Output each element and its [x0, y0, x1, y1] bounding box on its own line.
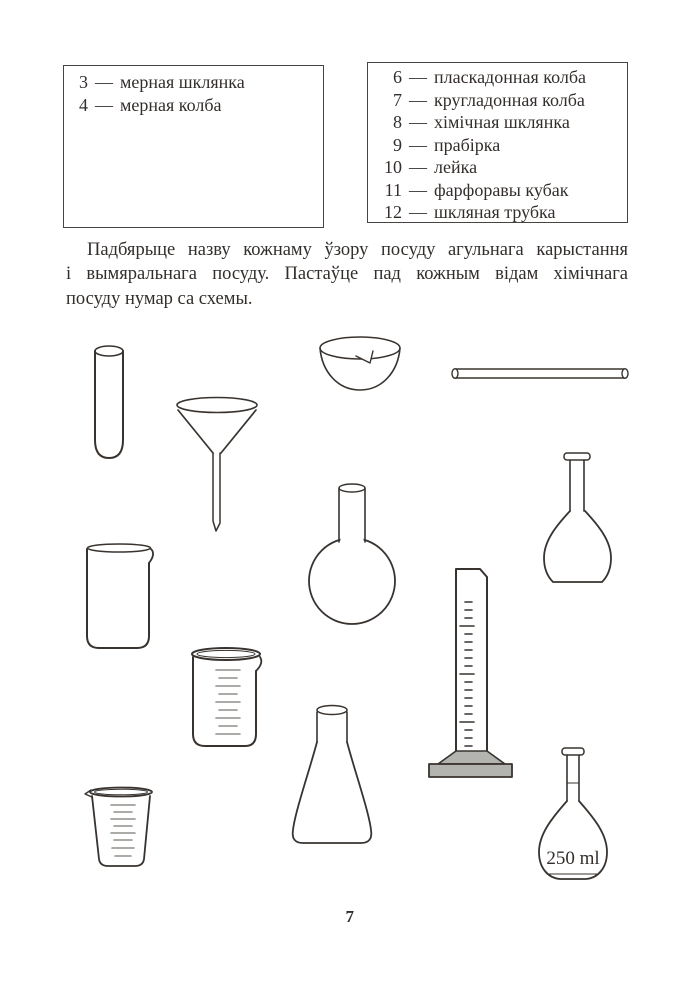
glass-tube-figure	[452, 369, 628, 378]
volumetric-flask-figure	[539, 748, 607, 879]
legend-item-number: 10	[384, 157, 402, 177]
flat-bottom-flask-figure	[544, 453, 611, 582]
graduated-beaker-figure	[192, 648, 261, 746]
legend-item-number: 12	[384, 202, 402, 222]
beaker-graduations	[216, 670, 240, 734]
erlenmeyer-flask-figure	[293, 706, 372, 844]
legend-item-number: 7	[393, 89, 402, 110]
small-graduated-beaker-figure	[85, 788, 152, 867]
graduated-cylinder-figure	[429, 569, 512, 777]
legend-item-dash: —	[409, 202, 427, 222]
legend-item-label: хімічная шклянка	[434, 112, 570, 132]
legend-item-dash: —	[409, 67, 427, 87]
legend-item-dash: —	[409, 179, 427, 200]
legend-item-dash: —	[409, 157, 427, 177]
legend-item-number: 11	[384, 179, 402, 200]
legend-item-number: 3	[79, 72, 88, 92]
legend-item-label: мерная шклянка	[120, 72, 245, 92]
legend-item-number: 9	[393, 134, 402, 155]
funnel-figure	[177, 398, 257, 532]
legend-item-number: 6	[393, 67, 402, 87]
legend-item-dash: —	[409, 112, 427, 132]
legend-item-dash: —	[409, 134, 427, 155]
instruction-line: Падбярыце назву кожнаму ўзору посуду агульнага карыстання	[87, 240, 628, 260]
legend-item-number: 8	[393, 112, 402, 132]
instruction-line: посуду нумар са схемы.	[66, 288, 253, 309]
instruction-line: і вымяральнага посуду. Пастаўце пад кожным відам хімічнага	[66, 264, 628, 285]
legend-item-label: кругладонная колба	[434, 89, 585, 110]
legend-item-dash: —	[95, 72, 113, 92]
evaporating-dish-figure	[320, 337, 400, 390]
legend-item-label: фарфоравы кубак	[434, 179, 569, 200]
legend-item-dash: —	[95, 94, 113, 115]
legend-item-label: лейка	[434, 157, 478, 177]
legend-item-label: пласкадонная колба	[434, 67, 586, 87]
beaker-figure	[87, 544, 153, 648]
test-tube-figure	[95, 346, 123, 458]
page-number: 7	[345, 907, 355, 926]
cylinder-graduations	[460, 602, 474, 746]
legend-item-label: шкляная трубка	[434, 202, 556, 222]
volumetric-flask-volume-label: 250 ml	[546, 848, 600, 869]
legend-item-number: 4	[79, 94, 88, 115]
legend-item-label: мерная колба	[120, 94, 222, 115]
beaker-graduations	[111, 805, 135, 856]
legend-item-label: прабірка	[434, 134, 501, 155]
legend-item-dash: —	[409, 89, 427, 110]
round-bottom-flask-figure	[309, 484, 395, 624]
